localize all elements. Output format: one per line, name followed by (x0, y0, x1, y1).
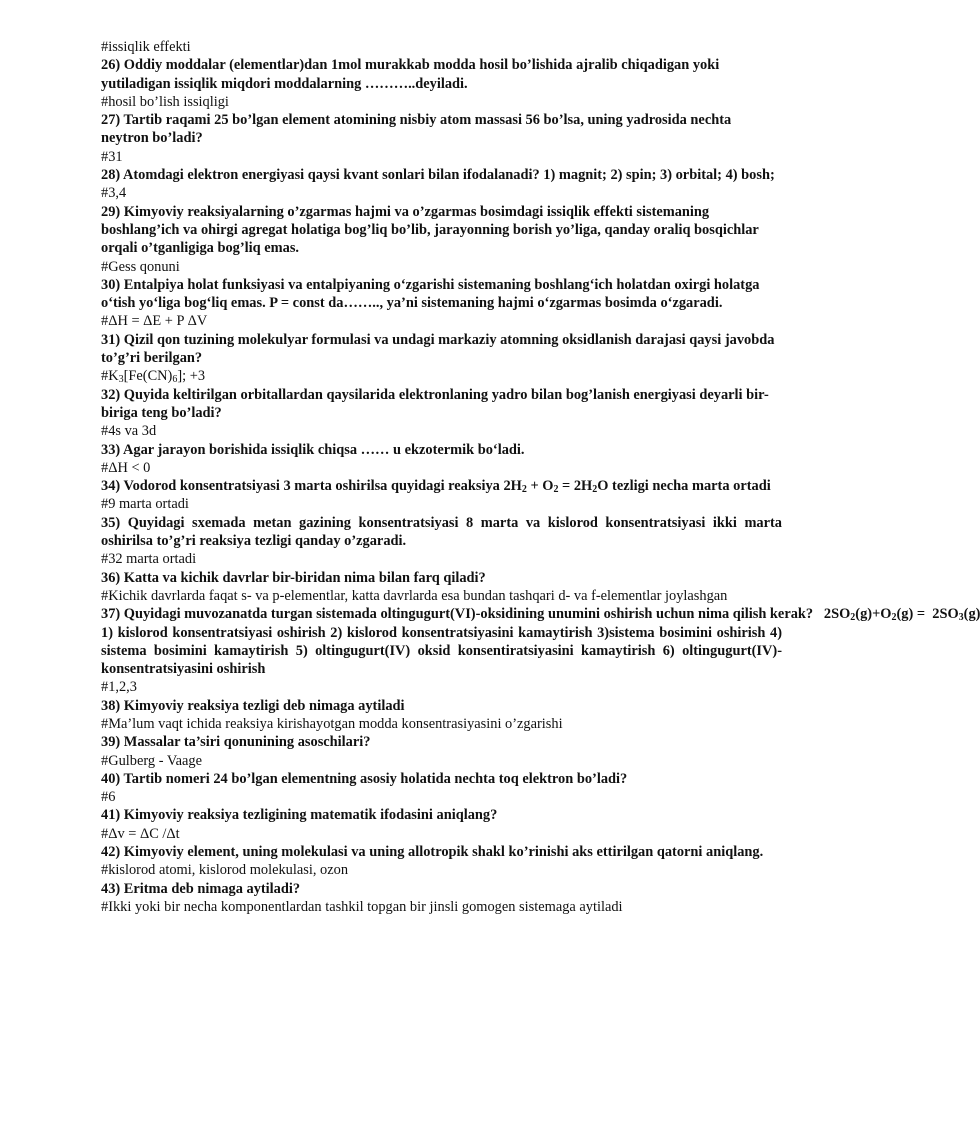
question-34: 34) Vodorod konsentratsiyasi 3 marta oshirilsa quyidagi reaksiya $2H_2 + O_2 = 2H_2O$ tezligi necha marta ortadi (101, 478, 771, 496)
answer-26: #hosil bo’lish issiqligi (101, 93, 229, 110)
question-33: 33) Agar jarayon borishida issiqlik chiqsa …… u ekzotermik bo‘ladi. (101, 441, 525, 458)
answer-27: #31 (101, 148, 123, 165)
answer-28: #3,4 (101, 185, 127, 202)
answer-37: #1,2,3 (101, 679, 137, 696)
answer-32: #4s va 3d (101, 423, 157, 440)
question-38: 38) Kimyoviy reaksiya tezligi deb nimaga aytiladi (101, 697, 405, 714)
answer-42: #kislorod atomi, kislorod molekulasi, ozon (101, 862, 349, 879)
question-29: 29) Kimyoviy reaksiyalarning o’zgarmas hajmi va o’zgarmas bosimdagi issiqlik effekti sistemaning boshlang’ich va ohirgi agregat holatiga bog’liq bo’lib, jarayonning borish yo’liga, qanday oraliq bosqichlar orqali o’tganligiga bog’liq emas. (101, 203, 759, 257)
question-30: 30) Entalpiya holat funksiyasi va entalpiyaning o‘zgarishi sistemaning boshlang‘ich holatdan oxirgi holatga o‘tish yo‘liga bog‘liq emas. P = const da…….., ya’ni sistemaning hajmi o‘zgarmas bosimda o‘zgaradi. (101, 276, 760, 312)
answer-29: #Gess qonuni (101, 258, 180, 275)
answer-line: #issiqlik effekti (101, 39, 191, 55)
question-36: 36) Katta va kichik davrlar bir-biridan nima bilan farq qiladi? (101, 569, 486, 586)
question-31: 31) Qizil qon tuzining molekulyar formulasi va undagi markaziy atomning oksidlanish darajasi qaysi javobda to’g’ri berilgan? (101, 331, 775, 367)
answer-31: $\#K_3[Fe(CN)_6]$; +3 (101, 368, 206, 386)
document-page (101, 38, 980, 916)
question-41: 41) Kimyoviy reaksiya tezligining matematik ifodasini aniqlang? (101, 807, 498, 824)
answer-39: #Gulberg - Vaage (101, 752, 202, 769)
answer-36: #Kichik davrlarda faqat s- va p-elementlar, katta davrlarda esa bundan tashqari d- va f-elementlar joylashgan (101, 587, 728, 604)
question-32: 32) Quyida keltirilgan orbitallardan qaysilarida elektronlaning yadro bilan bog’lanish energiyasi deyarli bir-biriga teng bo’ladi? (101, 386, 769, 421)
question-35: 35) Quyidagi sxemada metan gazining konsentratsiyasi 8 marta va kislorod konsentratsiyasi ikki marta oshirilsa to’g’ri reaksiya tezligi qanday o’zgaradi. (101, 514, 782, 550)
question-28: 28) Atomdagi elektron energiyasi qaysi kvant sonlari bilan ifodalanadi? 1) magnit; 2) spin; 3) orbital; 4) bosh; (101, 167, 775, 184)
question-42: 42) Kimyoviy element, uning molekulasi va uning allotropik shakl ko’rinishi aks ettirilgan qatorni aniqlang. (101, 844, 764, 861)
question-40: 40) Tartib nomeri 24 bo’lgan elementning asosiy holatida nechta toq elektron bo’ladi? (101, 770, 628, 787)
answer-34: #9 marta ortadi (101, 496, 189, 513)
question-39: 39) Massalar ta’siri qonunining asoschilari? (101, 734, 371, 751)
question-26: 26) Oddiy moddalar (elementlar)dan 1mol murakkab modda hosil bo’lishida ajralib chiqadigan yoki yutiladigan issiqlik miqdori moddalarning ………..deyiladi. (101, 57, 720, 92)
question-27: 27) Tartib raqami 25 bo’lgan element atomining nisbiy atom massasi 56 bo’lsa, uning yadrosida nechta neytron bo’ladi? (101, 112, 732, 147)
question-43: 43) Eritma deb nimaga aytiladi? (101, 880, 301, 897)
answer-38: #Ma’lum vaqt ichida reaksiya kirishayotgan modda konsentrasiyasini o’zgarishi (101, 715, 563, 732)
answer-33: #ΔH < 0 (101, 459, 151, 476)
answer-43: #Ikki yoki bir necha komponentlardan tashkil topgan bir jinsli gomogen sistemaga aytiladi (101, 898, 623, 915)
answer-35: #32 marta ortadi (101, 551, 197, 568)
question-37: 37) Quyidagi muvozanatda turgan sistemada oltingugurt(VI)-oksidining unumini oshirish uchun nima qilish kerak? $2SO_2(g)+O_2(g) = 2SO_3(g)$ 1) kislorod konsentratsiyasi oshirish 2) kislorod konsentratsiyasini kamaytirish 3)sistema bosimini oshirish 4) sistema bosimini kamaytirish 5) oltingugurt(IV) oksid konsentiratsiyasini kamaytirish 6) oltingugurt(IV)-konsentratsiyasini oshirish (101, 606, 980, 678)
answer-40: #6 (101, 789, 116, 806)
answer-41: #Δv = ΔC /Δt (101, 825, 180, 842)
answer-30: #ΔH = ΔE + P ΔV (101, 313, 208, 330)
